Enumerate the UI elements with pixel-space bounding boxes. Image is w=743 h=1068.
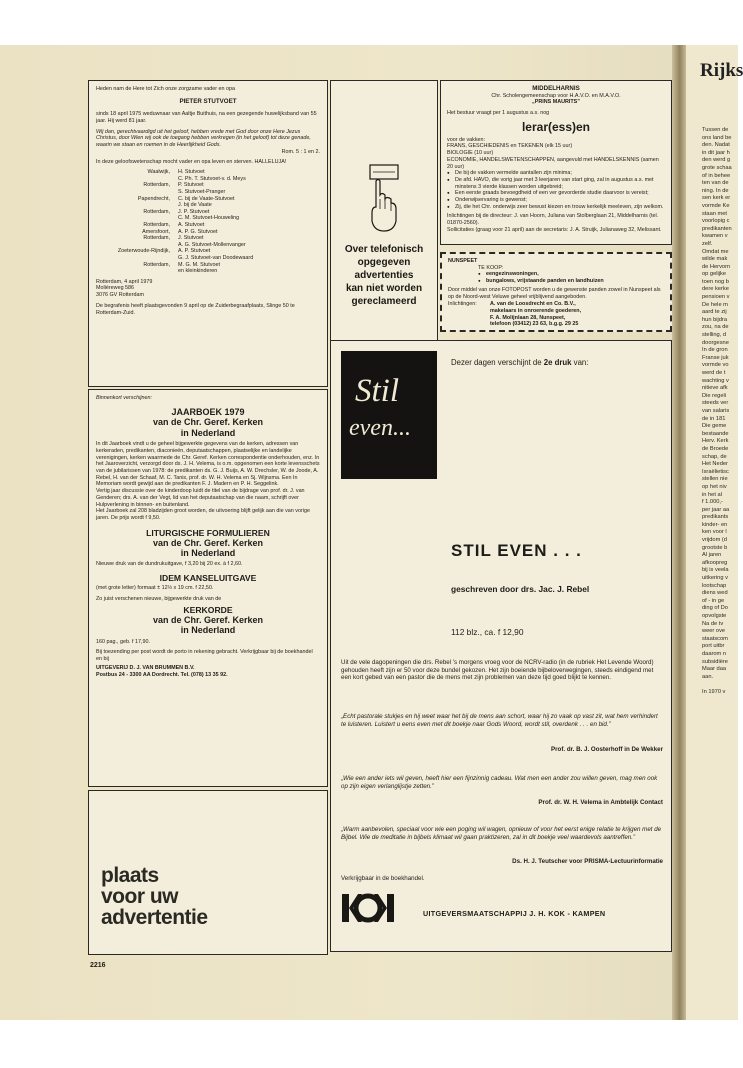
book-cover-image [341,351,437,479]
right-page-line: Israëlietisc [702,468,729,475]
right-page-line: staatscom [702,635,728,642]
church-order-subtitle: van de Chr. Geref. Kerken [152,614,264,625]
family-member-place [96,255,178,262]
right-page-line: schap, de [702,453,727,460]
family-member-row [96,182,320,189]
subject-line: BIOLOGIE (10 uur) [447,150,494,157]
yearbook-ad [88,389,328,787]
advertise-line: voor uw [101,885,179,908]
right-page-line: pensioen v [702,294,730,301]
right-page-line: doorgesne [702,339,729,346]
right-page-heading: Rijks [700,60,743,81]
cover-title-line: Stil [355,373,400,409]
family-member-row [96,255,320,262]
scan-margin [0,1020,738,1068]
vacancy-bullet: ● Onderwijservaring is gewenst; [447,197,665,204]
right-page-line: vormde Ke [702,202,730,209]
family-member-row [96,189,320,196]
family-member-place: Waalwijk, [147,169,170,176]
publisher-logo-icon [341,893,395,923]
vacancy-info: Inlichtingen bij de directeur: J. van Hoorn, Juliana van Stolberglaan 21, Middelharnis (tel. 01870-2560). [447,213,659,227]
right-page-line: sen kerk er [702,195,731,202]
publisher-line: UITGEVERSMAATSCHAPPIJ J. H. KOK - KAMPEN [423,909,606,918]
family-member-place [96,242,178,249]
right-page-column [702,127,738,697]
right-page-line: Omdat me [702,248,729,255]
right-page-line: bestaande [702,430,729,437]
family-member-row [96,222,320,229]
right-page-line: In 1970 v [702,688,726,695]
right-page-line: weer ove [702,628,726,635]
right-page-line: nitieve afk [702,385,728,392]
review-source: Prof. dr. W. H. Velema in Ambtelijk Contact [538,799,663,806]
right-page-line: Maar daa [702,666,727,673]
family-member-place [96,189,178,196]
right-page-line: afkoopreg [702,559,728,566]
right-page-line: Herv. Kerk [702,438,729,445]
right-page-line: vrijdom (d [702,537,727,544]
right-page-line: stelling, d [702,332,727,339]
right-page-line: In de gron [702,347,728,354]
family-member-place: Rotterdam, [143,221,170,228]
obituary-postcode: 3076 GV Rotterdam [96,292,144,299]
family-member-row [96,169,320,176]
vacancy-apply: Sollicitaties (graag voor 21 april) aan de secretaris: J. A. Struijk, Julianaweg 32, Melissant. [447,226,662,233]
postage-note: Bij toezending per post wordt de porto in rekening gebracht. Verkrijgbaar bij de boekhandel en bij [96,649,313,663]
subject-line: ECONOMIE, HANDELSWETENSCHAPPEN, aangevuld met HANDELSKENNIS (samen 20 uur) [447,156,659,170]
for-sale-label: TE KOOP: [478,264,504,271]
family-member-row [96,242,320,249]
school-vacancy-ad [440,80,672,245]
family-member-name: C. bij de Vaate-Stutvoet [178,195,235,202]
for-sale-item: ● eengezinswoningen, [478,271,664,278]
right-page-line: de Broede [702,445,729,452]
book-gutter [672,45,686,1020]
right-page-line: Franse juk [702,354,729,361]
family-member-name: C. M. Stutvoet-Houweling [178,215,240,222]
family-member-name: A. P. Stutvoet [178,248,211,255]
publisher-address: Postbus 24 - 3300 AA Dordrecht. Tel. (078) 13 35 92. [96,671,228,678]
obituary-paragraph: In deze geloofswetenschap mocht vader en opa leven en sterven. HALLELUJA! [96,158,287,165]
for-sale-item: ● bungalows, vrijstaande panden en landhuizen [478,278,664,285]
obituary-paragraph: sinds 18 april 1975 weduwnaar van Aaltje Buithuis, na een gezegende huwelijksband van 55 jaar. Hij werd 81 jaar. [96,111,317,124]
church-order-title: KERKORDE [183,604,233,615]
right-page-line: f 1.000,- [702,499,723,506]
real-estate-ad [440,252,672,332]
subject-line: FRANS, GESCHIEDENIS en TEKENEN (elk 15 uur) [447,143,573,150]
obituary-intro: Heden nam de Here tot Zich onze zorgzame vader en opa [96,86,236,92]
vacancy-intro: Het bestuur vraagt per 1 augustus a.s. nog [447,110,550,116]
family-member-name: P. Stutvoet [178,182,204,189]
right-page-line: voorlopig c [702,218,730,225]
contact-line: F. A. Molijnlaan 28, Nunspeet, [490,314,566,321]
advertise-line: advertentie [101,906,208,929]
right-page-line: daarom n [702,650,727,657]
right-page-line: of - in ge [702,597,725,604]
right-page-line: grote schaa [702,164,732,171]
right-page-line: predikants [702,514,729,521]
right-page-line: Na de tv [702,620,724,627]
liturgy-title: LITURGISCHE FORMULIEREN [146,527,270,538]
advertise-here-box [88,790,328,955]
family-member-place [96,268,178,275]
liturgy-subtitle: in Nederland [180,548,236,559]
right-page-line: van salaris [702,407,730,414]
family-member-row [96,209,320,216]
obituary-verse: Wij dan, gerechtvaardigd uit het geloof, hebben vrede met God door onze Here Jezus Christus, door Wien wij ook de toegang hebben verkregen (in het geloof) tot deze genade, waarin we staan en roemen in de Heerlijkheid Gods. [96,128,311,149]
telephone-ad-line: gereclameerd [351,296,417,307]
right-page-line: zelf. [702,240,713,247]
right-page-line: stellen nie [702,476,728,483]
info-label: Inlichtingen: [448,301,477,308]
right-page-line: opvolgste [702,613,727,619]
family-member-place: Zoeterwoude-Rijndijk, [117,248,170,255]
page-number: 2216 [90,962,106,969]
contact-line: makelaars in onroerende goederen, [490,307,582,314]
obituary-verse-reference: Rom. 5 : 1 en 2. [281,148,320,155]
obituary-notice [88,80,328,387]
right-page-line: kwamen v [702,233,728,240]
vacancy-bullet: ● Een eerste graads bevoegdheid of een ver gevorderde studie daarvoor is vereist; [447,190,665,197]
announcement-text: van: [571,358,589,367]
family-member-name: H. Stutvoet [178,169,205,176]
family-member-row [96,202,320,209]
availability-note: Verkrijgbaar in de boekhandel. [341,875,425,882]
family-member-place [96,202,178,209]
ad-town: NUNSPEET [448,258,478,264]
book-title: STIL EVEN . . . [451,541,582,560]
advertise-line: plaats [101,864,159,887]
announcement-text: Dezer dagen verschijnt de [451,358,544,367]
right-page-line: ning. In de [702,187,729,194]
right-page-line: ten van de [702,180,729,187]
right-page-line: bij is veela [702,567,729,574]
family-member-row [96,229,320,236]
family-list [96,169,320,275]
right-page-line: hun bijdra [702,316,727,323]
right-page-line: predikanten [702,225,732,232]
family-member-name: A. P. G. Stutvoet [178,228,218,235]
right-page-line: Die geme [702,423,727,430]
yearbook-subtitle: in Nederland [180,427,236,438]
review-quote: „Wie een ander iets wil geven, heeft hier een fijnzinnig cadeau. Wat men een ander zou willen geven, mag men ook op zijn eigen verlanglijstje zetten.” [341,775,658,790]
telephone-ad-line: opgegeven [357,257,411,268]
book-price: 112 blz., ca. f 12,90 [451,627,524,637]
right-page-line: dere kerke [702,286,729,293]
family-member-name: A. Stutvoet [178,221,205,228]
review-source: Ds. H. J. Teutscher voor PRISMA-Lectuurinformatie [512,858,663,865]
family-member-row [96,196,320,203]
liturgy-subtitle: van de Chr. Geref. Kerken [152,537,264,548]
vacancy-bullet: ● Zij, die het Chr. onderwijs zeer bewust kiezen en trouw kerkelijk meeleven, zijn welkom. [447,204,665,211]
vacancy-title: lerar(ess)en [521,119,591,134]
yearbook-subtitle: van de Chr. Geref. Kerken [152,417,264,428]
right-page-line: subsidiëre [702,658,728,665]
family-member-name: A. G. Stutvoet-Mollenvanger [178,241,246,248]
announcement [451,358,588,367]
family-member-name: M. G. M. Stutvoet [178,261,220,268]
obituary-name: PIETER STUTVOET [179,97,237,105]
school-name: „PRINS MAURITS” [532,99,580,106]
family-member-place: Amersfoort, [142,228,170,235]
obituary-funeral: De begrafenis heeft plaatsgevonden 9 april op de Zuiderbegraafplaats, Slinge 50 te Rotterdam-Zuid. [96,302,295,316]
yearbook-description: In dit Jaarboek vindt u de geheel bijgewerkte gegevens van de kerken, adressen van kerkeraden, predikanten, diaconieën, deputaatschappen, plaatselijke en landelijke verenigingen, kerken waarmede de Chr. Geref. Kerken correspondentie onderhouden, enz. In het Jaaroverzicht, verzorgd door ds. J. H. Velema, is o.m. opgenomen een korte levensschets van de jubilarissen van 1978: de predikanten ds. G. J. Buijs, A. W. Drechsler, W. de Joode, A. Rebel, H. van der Schaaf, M. C. Tanis, prof. dr. W. H. Velema en Sj. Wijnsma. Een In Memoriam wordt gewijd aan de predikanten F. J. Madern en P. H. Seggelink. [96,441,320,488]
ad-description: Door middel van onze FOTOPOST worden u de gewenste panden zowel in Nunspeet als op de Noord-west Veluwe geheel vrijblijvend aangeboden. [448,286,661,300]
family-member-name: J. P. Stutvoet [178,208,210,215]
family-member-name: G. J. Stutvoet-van Doodewaard [178,254,254,261]
pulpit-edition-title: IDEM KANSELUITGAVE [159,573,257,584]
right-page-line: vormde vo [702,362,729,369]
right-page-line: ons land be [702,134,732,141]
right-page-line: den werd g [702,157,731,164]
yearbook-description: Het Jaarboek zal 208 bladzijden groot worden, de uitvoering blijft gelijk aan die van vorige jaren. De prijs wordt f 9,50. [96,508,310,521]
review-quote: „Echt pastorale stukjes en hij weet waar het bij de mens aan schort, waar hij zo vaak op vast zit, wat hem verhindert te luisteren. Luistert u eens even met dit boekje naar Gods Woord, wordt stil, overdenk . . . en bid.” [341,713,658,728]
telephone-ad-line: advertenties [354,270,414,281]
family-member-place: Papendrecht, [137,195,170,202]
right-page-line: de in 181 [702,415,726,422]
family-member-place: Rotterdam, [143,208,170,215]
right-page-line: steeds ver [702,400,729,407]
family-member-name: J. Stutvoet [178,235,204,242]
family-member-name: en kleinkinderen [178,268,218,275]
family-member-row [96,268,320,275]
yearbook-title: JAARBOEK 1979 [171,406,245,417]
pulpit-edition-price: (met grote letter) formaat ± 12½ x 19 cm. f 22,50. [96,585,214,592]
right-page-line: zou, na de [702,324,729,331]
right-page-line: ding of Do [702,605,728,612]
yearbook-description: Vertig jaar discussie over de kinderdoop luidt de titel van de bijdrage van prof. dr. J. van Genderen; drs. A. van der Vegt, lid van het deputaatschap van die naam, schrijft over Hulpverlening in binnen- en buitenland. [96,488,305,508]
vacancy-bullet: ● De afd. HAVO, die vorig jaar met 3 leerjaren van start ging, zal in augustus a.s. met minstens 3 vierde klassen worden uitgebreid; [447,177,665,190]
right-page-line: Al jaren [702,552,722,559]
subjects-intro: voor de vakken: [447,136,486,143]
obituary-address: Molièreweg 586 [96,285,135,292]
church-order-price: 160 pag., geb. f 17,90. [96,638,150,645]
family-member-name: S. Stutvoet-Pranger [178,189,226,195]
telephone-ad-line: Over telefonisch [344,244,424,255]
family-member-row [96,176,320,183]
right-page-line: de Hervorn [702,263,731,270]
church-order-intro: Zo juist verschenen nieuwe, bijgewerkte druk van de [96,596,222,603]
right-page-line: in het al [702,491,722,498]
book-description: Uit de vele dagopeningen die drs. Rebel 's morgens vroeg voor de NCRV-radio (in de rubriek Het Levende Woord) gehouden heeft zijn er 50 voor deze bundel gekozen. Het zijn boeiende bijbeloverwegingen, steeds eindigend met een kort gebed van een pastor die de mens met zijn problemen van deze tijd goed blijkt te kennen. [341,659,654,682]
right-page-line: toen nog b [702,278,729,285]
church-order-subtitle: in Nederland [180,625,236,636]
liturgy-price: Nieuwe druk van de dundrukuitgave, f 3,20 bij 20 ex. à f 2,60. [96,560,243,567]
review-quote: „Warm aanbevolen, speciaal voor wie een poging wil wagen, opnieuw of voor het eerst enige relatie te krijgen met de Bijbel. Wie de meditatie in bijbels klimaat wil gaan praktizeren, zal in dit boekje veel waardevols aantreffen.” [341,826,662,841]
right-page-line: diens wed [702,590,728,597]
family-member-row [96,248,320,255]
right-page-line: staan met [702,210,727,217]
obituary-date: Rotterdam, 4 april 1979 [96,278,153,285]
right-page-line: lootschap [702,582,727,589]
family-member-place: Rotterdam, [143,182,170,189]
cover-title-line: even... [349,415,411,441]
pointing-hand-icon [365,163,403,235]
edition-label: 2e druk [543,358,572,367]
right-page-line: De hele m [702,301,728,308]
family-member-row [96,235,320,242]
family-member-name: C. Ph. T. Stutvoet-v. d. Meys [178,175,246,182]
book-ad-stil-even [330,340,672,952]
publisher-name: UITGEVERIJ D. J. VAN BRUMMEN B.V. [96,664,195,671]
family-member-place [96,176,178,183]
family-member-place [96,215,178,222]
school-organisation: Chr. Scholengemeenschap voor H.A.V.O. en M.A.V.O. [491,92,621,99]
family-member-row [96,262,320,269]
right-page-line: of in behee [702,172,731,179]
right-page-line: per jaar aa [702,506,730,513]
family-member-place: Rotterdam, [143,235,170,242]
right-page-line: aan. [702,673,714,680]
review-source: Prof. dr. B. J. Oosterhoff in De Wekker [551,746,663,753]
family-member-row [96,215,320,222]
right-page-line: uitkering v [702,575,728,582]
right-page-line: in dit jaar h [702,149,730,156]
vacancy-bullet: ● De bij de vakken vermelde aantallen zijn minima; [447,170,665,177]
right-page-line: wilde mak [702,256,728,263]
right-page-line: aard te zij [702,309,727,316]
telephone-ad-line: kan niet worden [345,283,423,294]
contact-line: telefoon (03412) 23 63, b.g.g. 29 25 [490,321,579,328]
right-page-line: Tussen de [702,127,729,133]
right-page-line: op het niv [702,483,727,490]
right-page-line: Het Neder [702,461,728,468]
right-page-line: den. Nadat [702,142,730,149]
right-page-line: op gelijke [702,271,727,278]
school-place: MIDDELHARNIS [532,85,580,92]
right-page-line: grootste b [702,544,728,551]
right-page-line: Die regeli [702,392,727,399]
right-page-line: werd de t [702,370,726,376]
right-page-line: port uitbr [702,643,725,650]
contact-line: A. van de Loosdrecht en Co. B.V., [490,301,576,308]
family-member-name: J. bij de Vaate [178,202,212,209]
right-page-line [702,681,738,689]
right-page-line: kinder- en [702,521,728,528]
book-author: geschreven door drs. Jac. J. Rebel [451,584,590,594]
right-page-line: wachting v [702,377,729,384]
coming-soon-label: Binnenkort verschijnen: [96,395,153,401]
family-member-place: Rotterdam, [143,261,170,268]
right-page-line: ken voor l [702,529,727,536]
